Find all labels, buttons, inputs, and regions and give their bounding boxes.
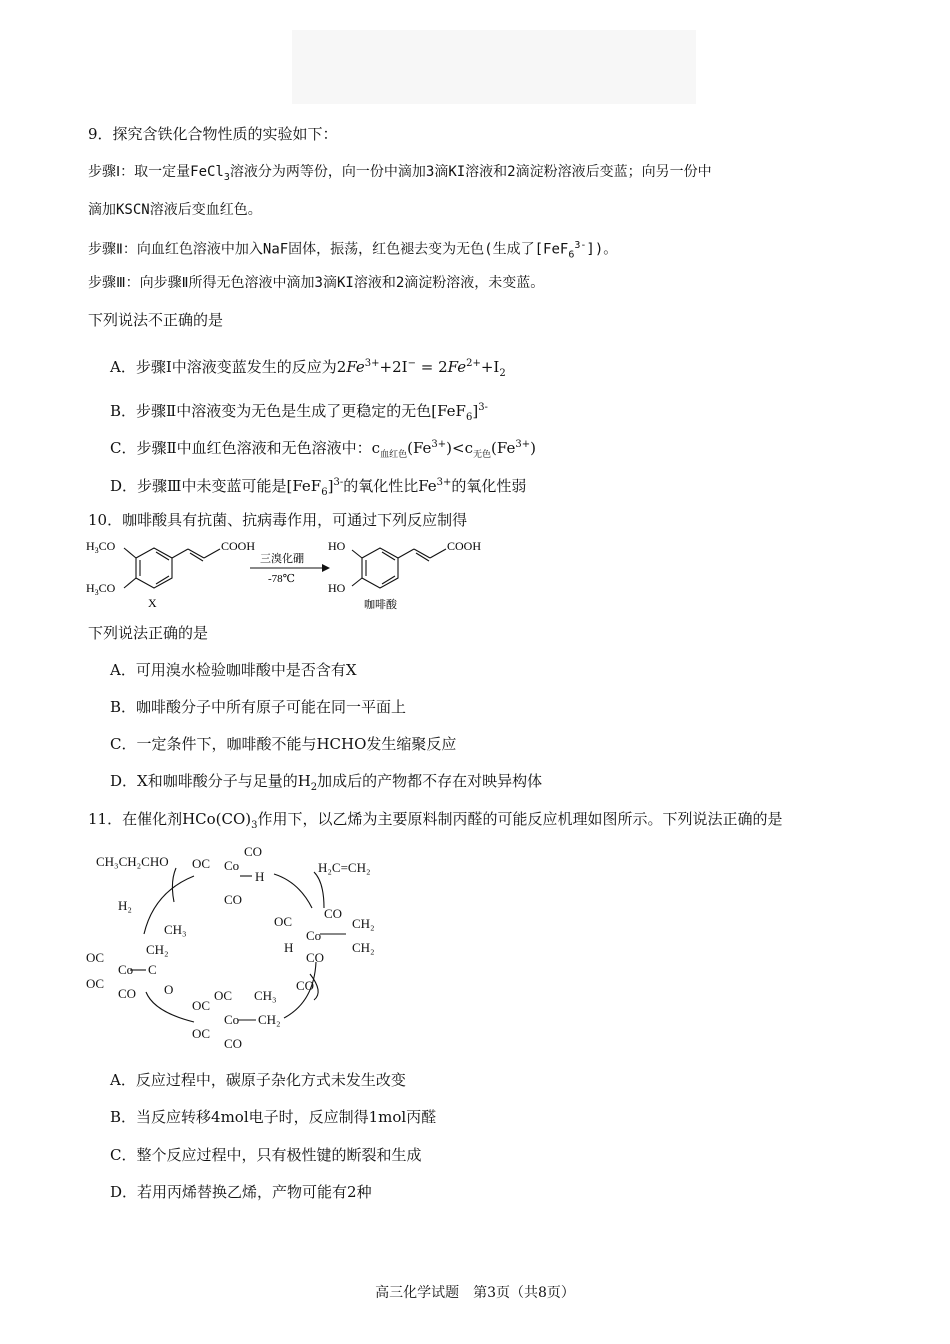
- acyl-oc-top: OC: [86, 950, 105, 965]
- cat-co-center: Co: [224, 858, 240, 873]
- acyl-ch2: CH₂: [146, 942, 169, 957]
- q11-option-d: D．若用丙烯替换乙烯，产物可能有2种: [110, 1183, 372, 1201]
- x-methoxy-bottom: $H_3CO$: [86, 581, 116, 597]
- q10-title: 10．咖啡酸具有抗菌、抗病毒作用，可通过下列反应制得: [88, 511, 468, 529]
- acyl-ch3: CH₃: [164, 922, 187, 937]
- x-cooh-label: COOH: [221, 539, 256, 553]
- arrow-product-out: [172, 868, 176, 902]
- alkyl-oc-top: OC: [192, 998, 211, 1013]
- q11-catalytic-cycle: [84, 842, 404, 1057]
- q10-option-b: B．咖啡酸分子中所有原子可能在同一平面上: [110, 698, 407, 716]
- header-blank-area: [292, 30, 696, 104]
- product-propanal: CH₃CH₂CHO: [96, 854, 169, 869]
- pi-ch2-top: CH₂: [352, 916, 375, 931]
- q9-step1-line2: 滴加KSCN溶液后变血红色。: [88, 202, 262, 218]
- q9-step1-line1: 步骤Ⅰ：取一定量FeCl$_3$溶液分为两等份，向一份中滴加3滴KI溶液和2滴淀粉溶液后变蓝；向另一份中: [88, 164, 712, 183]
- reaction-arrowhead: [322, 564, 330, 572]
- acyl-co-bottom: CO: [118, 986, 137, 1001]
- acyl-oc-bottom: OC: [86, 976, 105, 991]
- pi-co-center: Co: [306, 928, 322, 943]
- cat-oc: OC: [192, 856, 211, 871]
- molecule-caffeic-acid: [352, 548, 446, 588]
- q10-option-d: D．X和咖啡酸分子与足量的$H_2$加成后的产物都不存在对映异构体: [110, 772, 543, 793]
- q9-option-a: A．步骤Ⅰ中溶液变蓝发生的反应为$2Fe^{3+}+2I^- = 2Fe^{2+}+I_2$: [110, 358, 506, 379]
- alkyl-oc-bottom: OC: [192, 1026, 211, 1041]
- condition-label: -78℃: [268, 573, 295, 585]
- alkyl-co-center: Co: [224, 1012, 240, 1027]
- alkyl-ch2: CH₂: [258, 1012, 281, 1027]
- q9-option-b: B．步骤Ⅱ中溶液变为无色是生成了更稳定的无色$[FeF_6]^{3-}$: [110, 402, 488, 423]
- acyl-o: O: [164, 982, 174, 997]
- q10-reaction-scheme: [84, 532, 534, 618]
- caffeic-cooh-label: COOH: [447, 539, 482, 553]
- q11-option-a: A．反应过程中，碳原子杂化方式未发生改变: [110, 1071, 406, 1089]
- molecule-x: [124, 548, 220, 588]
- arrow-top-right: [274, 874, 312, 908]
- acyl-c: C: [148, 962, 157, 977]
- q9-step2: 步骤Ⅱ：向血红色溶液中加入NaF固体，振荡，红色褪去变为无色(生成了[FeF$_6^{3-}$])。: [88, 240, 618, 261]
- q9-step3: 步骤Ⅲ：向步骤Ⅱ所得无色溶液中滴加3滴KI溶液和2滴淀粉溶液，未变蓝。: [88, 275, 545, 291]
- ethylene-label: H₂C=CH₂: [318, 860, 371, 875]
- q11-option-c: C．整个反应过程中，只有极性键的断裂和生成: [110, 1146, 422, 1164]
- h2-label: H₂: [118, 898, 132, 913]
- q11-title: 11．在催化剂$HCo(CO)_3$作用下，以乙烯为主要原料制丙醛的可能反应机理如图所示。下列说法正确的是: [88, 810, 783, 831]
- q10-prompt: 下列说法正确的是: [88, 624, 209, 642]
- cat-h: H: [255, 869, 265, 884]
- caffeic-name-label: 咖啡酸: [364, 599, 397, 611]
- pi-oc: OC: [274, 914, 293, 929]
- cat-co-bottom: CO: [224, 892, 243, 907]
- q11-option-b: B．当反应转移4mol电子时，反应制得1mol丙醛: [110, 1108, 437, 1126]
- q10-option-c: C．一定条件下，咖啡酸不能与HCHO发生缩聚反应: [110, 735, 457, 753]
- cat-co-top: CO: [244, 844, 263, 859]
- reagent-label: 三溴化硼: [260, 553, 304, 565]
- x-methoxy-top: $H_3CO$: [86, 539, 116, 555]
- alkyl-ch3: CH₃: [254, 988, 277, 1003]
- q9-prompt: 下列说法不正确的是: [88, 311, 224, 329]
- page-footer: 高三化学试题 第3页（共8页）: [375, 1285, 575, 1301]
- co-insert-label: CO: [296, 978, 315, 993]
- pi-ch2-bottom: CH₂: [352, 940, 375, 955]
- q10-option-a: A．可用溴水检验咖啡酸中是否含有X: [110, 661, 357, 679]
- caffeic-oh-bottom: HO: [328, 581, 346, 595]
- q9-option-d: D．步骤Ⅲ中未变蓝可能是$[FeF_6]^{3-}$的氧化性比$Fe^{3+}$的氧化性弱: [110, 477, 527, 498]
- pi-co-top: CO: [324, 906, 343, 921]
- alkyl-co-bottom: CO: [224, 1036, 243, 1051]
- arrow-ethylene-in: [314, 872, 324, 908]
- pi-co-bottom: CO: [306, 950, 325, 965]
- acyl-co-center: Co: [118, 962, 134, 977]
- pi-h: H: [284, 940, 294, 955]
- caffeic-oh-top: HO: [328, 539, 346, 553]
- q9-title: 9．探究含铁化合物性质的实验如下：: [88, 125, 338, 143]
- q9-option-c: C．步骤Ⅱ中血红色溶液和无色溶液中：$c_{血红色}(Fe^{3+})<c_{无色}(Fe^{3+})$: [110, 439, 536, 460]
- alkyl-oc-top2: OC: [214, 988, 233, 1003]
- x-name-label: X: [148, 596, 157, 610]
